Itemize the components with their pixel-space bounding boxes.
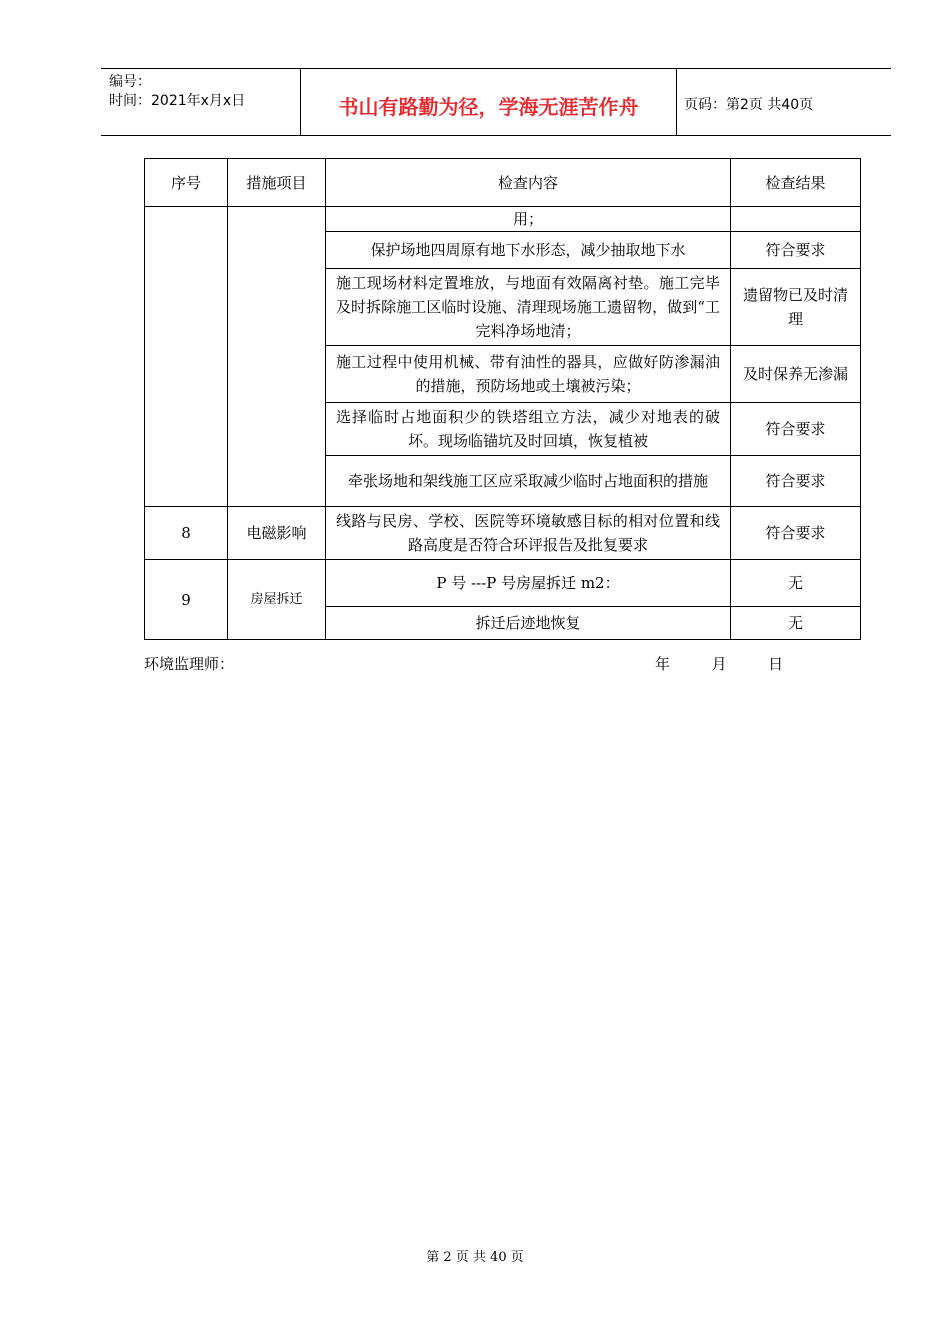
table-row: [145, 207, 861, 232]
date-day: 日: [768, 655, 784, 673]
supervisor-signature-label: 环境监理师：: [144, 655, 235, 673]
header-page-label: 页码：第2页 共40页: [684, 97, 814, 113]
cell-result: [731, 207, 861, 232]
cell-content: 施工现场材料定置堆放，与地面有效隔离衬垫。施工完毕及时拆除施工区临时设施、清理现场施工遗留物，做到“工完料净场地清；: [326, 269, 731, 346]
header-no: 序号: [145, 159, 228, 207]
page-header: [101, 68, 891, 136]
cell-item-empty: [228, 207, 326, 507]
header-motto-cell: [301, 69, 677, 135]
inspection-table: [144, 158, 861, 640]
cell-no: 8: [145, 507, 228, 560]
cell-result: 符合要求: [731, 232, 861, 269]
cell-result: 符合要求: [731, 456, 861, 507]
cell-content: 牵张场地和架线施工区应采取减少临时占地面积的措施: [326, 456, 731, 507]
date-month: 月: [711, 655, 727, 673]
cell-result: 遗留物已及时清理: [731, 269, 861, 346]
header-page-cell: [677, 69, 891, 135]
cell-no: 9: [145, 560, 228, 640]
cell-content: 线路与民房、学校、医院等环境敏感目标的相对位置和线路高度是否符合环评报告及批复要求: [326, 507, 731, 560]
header-motto: 书山有路勤为径，学海无涯苦作舟: [338, 95, 639, 119]
table-row-9: [145, 560, 861, 607]
cell-content: 拆迁后迹地恢复: [326, 607, 731, 640]
document-time-label: 时间：2021年x月x日: [109, 93, 246, 109]
cell-content: P 号 ---P 号房屋拆迁 m2：: [326, 560, 731, 607]
table-row-8: [145, 507, 861, 560]
signature-date: [655, 653, 783, 674]
cell-content: 保护场地四周原有地下水形态，减少抽取地下水: [326, 232, 731, 269]
header-content: 检查内容: [326, 159, 731, 207]
page-footer: 第 2 页 共 40 页: [426, 1250, 524, 1265]
cell-result: 及时保养无渗漏: [731, 346, 861, 403]
cell-content: 选择临时占地面积少的铁塔组立方法，减少对地表的破坏。现场临锚坑及时回填，恢复植被: [326, 403, 731, 456]
header-item: 措施项目: [228, 159, 326, 207]
cell-content: 施工过程中使用机械、带有油性的器具，应做好防渗漏油的措施，预防场地或土壤被污染；: [326, 346, 731, 403]
header-meta-cell: [101, 69, 301, 135]
cell-result: 无: [731, 607, 861, 640]
table-header-row: [145, 159, 861, 207]
header-result: 检查结果: [731, 159, 861, 207]
cell-item: 电磁影响: [228, 507, 326, 560]
cell-item: 房屋拆迁: [228, 560, 326, 640]
cell-no-empty: [145, 207, 228, 507]
cell-result: 符合要求: [731, 403, 861, 456]
date-year: 年: [655, 655, 671, 673]
cell-content: 用；: [326, 207, 731, 232]
cell-result: 无: [731, 560, 861, 607]
document-number-label: 编号：: [109, 74, 151, 90]
cell-result: 符合要求: [731, 507, 861, 560]
